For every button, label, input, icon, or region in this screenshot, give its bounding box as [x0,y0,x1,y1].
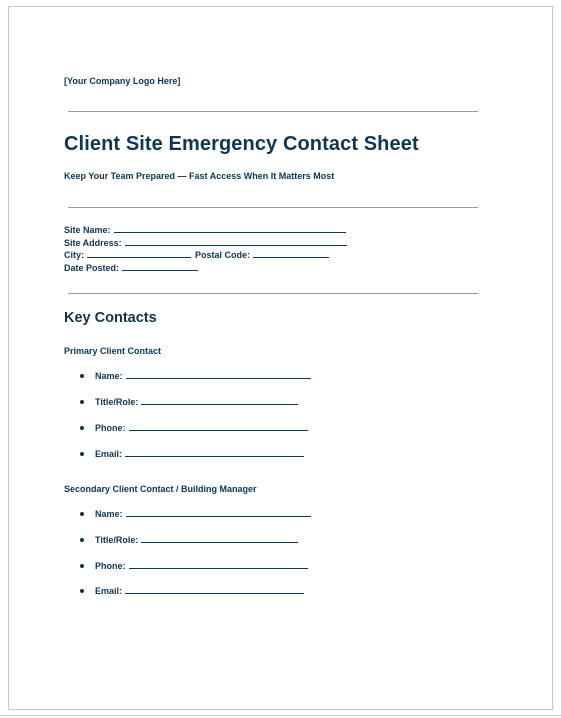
site-name-label: Site Name: [64,225,111,235]
primary-title-blank[interactable] [141,396,298,405]
primary-name-item [80,370,311,381]
site-name-blank[interactable] [114,224,346,233]
primary-phone-label: Phone: [95,423,126,433]
secondary-phone-blank[interactable] [129,560,308,569]
date-posted-blank[interactable] [122,262,198,271]
secondary-phone-label: Phone: [95,561,126,571]
city-postal-field [64,249,329,261]
divider [68,207,478,208]
page-title: Client Site Emergency Contact Sheet [64,133,419,155]
date-posted-field [64,262,198,274]
primary-email-item [80,448,304,459]
site-address-label: Site Address: [64,238,122,248]
primary-title-item [80,396,298,407]
secondary-title-label: Title/Role: [95,535,139,545]
company-logo-placeholder: [Your Company Logo Here] [64,76,181,86]
bullet-icon [80,564,84,568]
bullet-icon [80,374,84,378]
city-label: City: [64,250,84,260]
secondary-email-label: Email: [95,586,123,596]
primary-title-label: Title/Role: [95,397,139,407]
page-bottom-divider [0,715,561,716]
primary-email-label: Email: [95,449,123,459]
site-name-field [64,224,346,236]
primary-contact-heading: Primary Client Contact [64,346,162,356]
primary-phone-item [80,422,308,433]
primary-email-blank[interactable] [125,448,304,457]
secondary-phone-item [80,560,308,571]
primary-name-blank[interactable] [126,370,311,379]
secondary-email-blank[interactable] [125,585,304,594]
city-blank[interactable] [87,249,191,258]
date-posted-label: Date Posted: [64,263,120,273]
divider [68,111,478,112]
secondary-title-item [80,534,298,545]
key-contacts-heading: Key Contacts [64,310,157,326]
page-subtitle: Keep Your Team Prepared — Fast Access When It Matters Most [64,171,335,181]
postal-code-label: Postal Code: [195,250,251,260]
bullet-icon [80,452,84,456]
site-address-blank[interactable] [125,237,347,246]
secondary-email-item [80,585,304,596]
bullet-icon [80,426,84,430]
bullet-icon [80,538,84,542]
secondary-name-label: Name: [95,509,123,519]
secondary-name-blank[interactable] [126,508,311,517]
divider [68,293,478,294]
primary-name-label: Name: [95,371,123,381]
secondary-title-blank[interactable] [141,534,298,543]
bullet-icon [80,400,84,404]
postal-code-blank[interactable] [253,249,329,258]
bullet-icon [80,589,84,593]
bullet-icon [80,512,84,516]
secondary-contact-heading: Secondary Client Contact / Building Manager [64,484,257,494]
site-address-field [64,237,347,249]
primary-phone-blank[interactable] [129,422,308,431]
secondary-name-item [80,508,311,519]
